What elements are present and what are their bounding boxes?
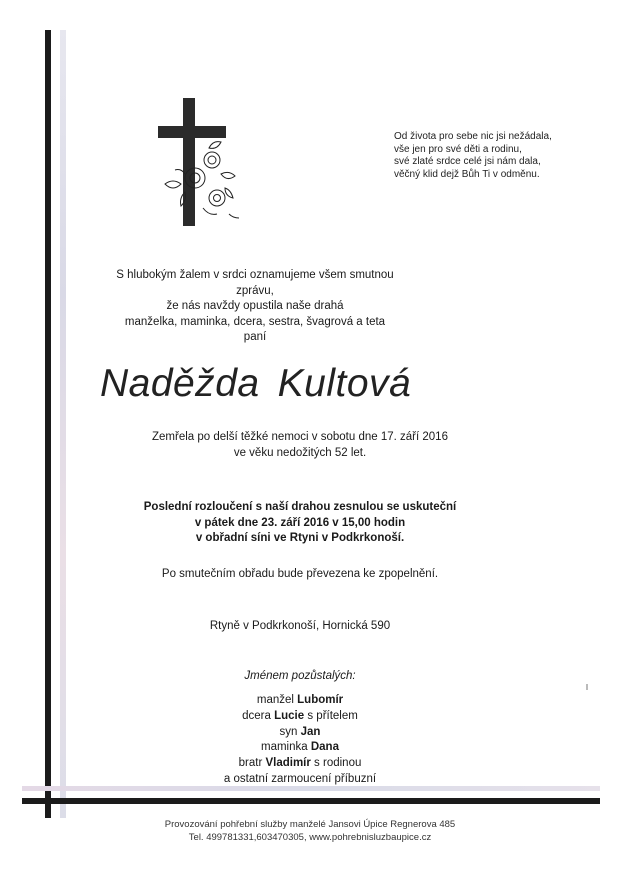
- on-behalf-heading: Jménem pozůstalých:: [244, 670, 356, 682]
- memorial-verse: [394, 131, 594, 181]
- ceremony-line: Poslední rozloučení s naší drahou zesnulou se uskuteční: [143, 501, 457, 513]
- deceased-last-name: Kultová: [277, 362, 412, 405]
- verse-line: své zlaté srdce celé jsi nám dala,: [394, 156, 541, 167]
- verse-line: věčný klid dejž Bůh Ti v odměnu.: [394, 168, 540, 180]
- death-notice-line: ve věku nedožitých 52 let.: [233, 446, 367, 459]
- intro-line: paní: [243, 331, 267, 343]
- intro-line: manželka, maminka, dcera, sestra, švagrová a teta: [124, 315, 386, 328]
- death-notice-line: Zemřela po delší těžké nemoci v sobotu dne 17. září 2016: [152, 431, 448, 443]
- mourners-list: [150, 693, 450, 788]
- funeral-service-footer: [120, 819, 500, 844]
- frame-vertical-dark-line: [45, 30, 51, 818]
- mourner-name: Dana: [310, 741, 339, 754]
- frame-horizontal-dark-line: [22, 798, 600, 804]
- cross-with-roses-icon: [155, 96, 250, 231]
- death-notice: [120, 430, 480, 461]
- mourner-relation: syn: [279, 725, 301, 738]
- mourner-relation: maminka: [261, 741, 311, 754]
- mourner-name: Vladimír: [265, 757, 311, 770]
- mourner-item: [150, 725, 450, 741]
- mourner-relation: bratr: [238, 757, 266, 770]
- intro-line: S hlubokým žalem v srdci oznamujeme všem smutnou zprávu,: [116, 269, 394, 297]
- intro-line: že nás navždy opustila naše drahá: [166, 300, 344, 312]
- mourner-suffix: s přítelem: [304, 709, 358, 722]
- announcement-intro: [110, 268, 400, 346]
- ceremony-line: v pátek dne 23. září 2016 v 15,00 hodin: [194, 516, 406, 529]
- footer-contact-line: Tel. 499781331,603470305, www.pohrebnisluzbaupice.cz: [188, 831, 432, 843]
- mourner-name: Lucie: [274, 709, 305, 722]
- ceremony-info: [120, 500, 480, 547]
- verse-line: vše jen pro své děti a rodinu,: [394, 143, 522, 155]
- deceased-name: [100, 362, 520, 406]
- deceased-first-name: Naděžda: [100, 362, 260, 405]
- mourner-relation: dcera: [242, 709, 275, 722]
- mourner-item: [150, 772, 450, 788]
- mourner-item: [150, 740, 450, 756]
- mourner-name: Jan: [300, 725, 321, 738]
- frame-vertical-light-line: [60, 30, 66, 818]
- mourner-relation: manžel: [256, 694, 298, 706]
- address: Rtyně v Podkrkonoší, Hornická 590: [209, 620, 391, 632]
- mourner-item: [150, 756, 450, 772]
- mourner-item: [150, 709, 450, 725]
- mourner-name: Lubomír: [297, 694, 344, 706]
- mourner-relation: a ostatní zarmoucení příbuzní: [223, 772, 377, 785]
- mourner-item: [150, 693, 450, 709]
- ceremony-line: v obřadní síni ve Rtyni v Podkrkonoší.: [195, 532, 405, 544]
- footer-company-line: Provozování pohřební služby manželé Jansovi Úpice Regnerova 485: [164, 819, 456, 830]
- verse-line: Od života pro sebe nic jsi nežádala,: [394, 131, 552, 142]
- margin-mark: [586, 684, 588, 690]
- mourner-suffix: s rodinou: [310, 757, 362, 770]
- cremation-note: Po smutečním obřadu bude převezena ke zpopelnění.: [161, 568, 439, 580]
